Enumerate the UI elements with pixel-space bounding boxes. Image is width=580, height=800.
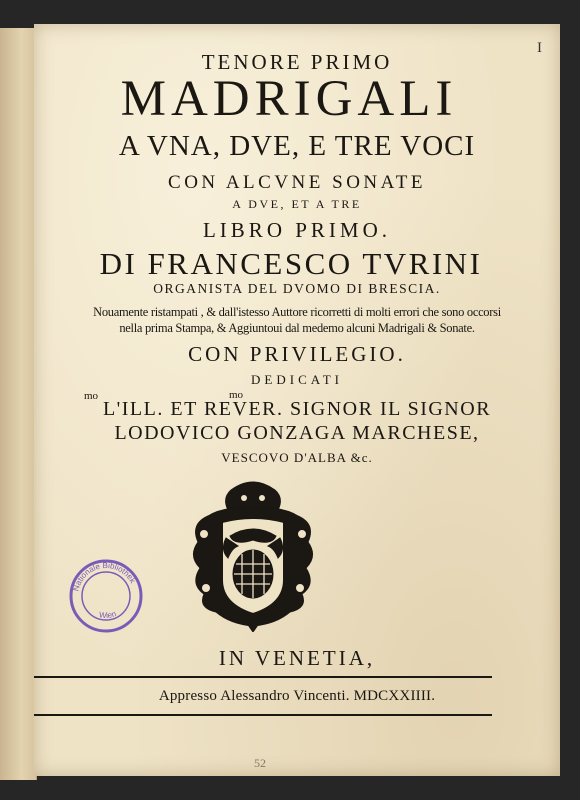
- place-line: IN VENETIA,: [218, 646, 376, 670]
- privilege-line: CON PRIVILEGIO.: [188, 342, 406, 366]
- shelfmark: 52: [254, 756, 266, 770]
- voices-line: A VNA, DVE, E TRE VOCI: [118, 130, 476, 162]
- rule-bottom: [34, 714, 492, 716]
- description-line-2: nella prima Stampa, & Aggiuntoui dal medemo alcuni Madrigali & Sonate.: [119, 321, 475, 335]
- dedicatee-line-1: L'ILL. ET REVER. SIGNOR IL SIGNOR: [102, 398, 492, 420]
- main-title: MADRIGALI: [120, 71, 458, 127]
- stamp-text-bottom: Wien: [98, 609, 118, 621]
- stamp-text-top: Nationale Bibliothek: [71, 560, 138, 593]
- rule-top: [34, 676, 492, 678]
- imprint-line: Appresso Alessandro Vincenti. MDCXXIIII.: [158, 688, 436, 704]
- superscript-mo-left: mo: [84, 390, 99, 402]
- dedication-intro: DEDICATI: [251, 372, 343, 387]
- composer-title-line: ORGANISTA DEL DVOMO DI BRESCIA.: [153, 281, 441, 296]
- folio-number: I: [537, 40, 542, 56]
- part-name: TENORE PRIMO: [201, 50, 393, 74]
- svg-text:Wien: [99, 609, 118, 620]
- description-line-1: Nouamente ristampati , & dall'istesso Auttore ricorretti di molti errori che sono occorsi: [93, 305, 501, 319]
- coat-of-arms-emblem: [186, 476, 320, 632]
- composer-line: DI FRANCESCO TVRINI: [99, 246, 483, 281]
- sonate-line: CON ALCVNE SONATE: [168, 172, 426, 193]
- binding-edge: [0, 28, 37, 780]
- superscript-mo-right: mo: [229, 389, 244, 401]
- dedicatee-line-3: VESCOVO D'ALBA &c.: [221, 450, 373, 465]
- title-page: [34, 24, 560, 776]
- book-line: LIBRO PRIMO.: [202, 218, 392, 242]
- dedicatee-line-2: LODOVICO GONZAGA MARCHESE,: [114, 422, 480, 444]
- sonate-voices-line: A DVE, ET A TRE: [232, 197, 362, 211]
- library-stamp: [68, 558, 144, 634]
